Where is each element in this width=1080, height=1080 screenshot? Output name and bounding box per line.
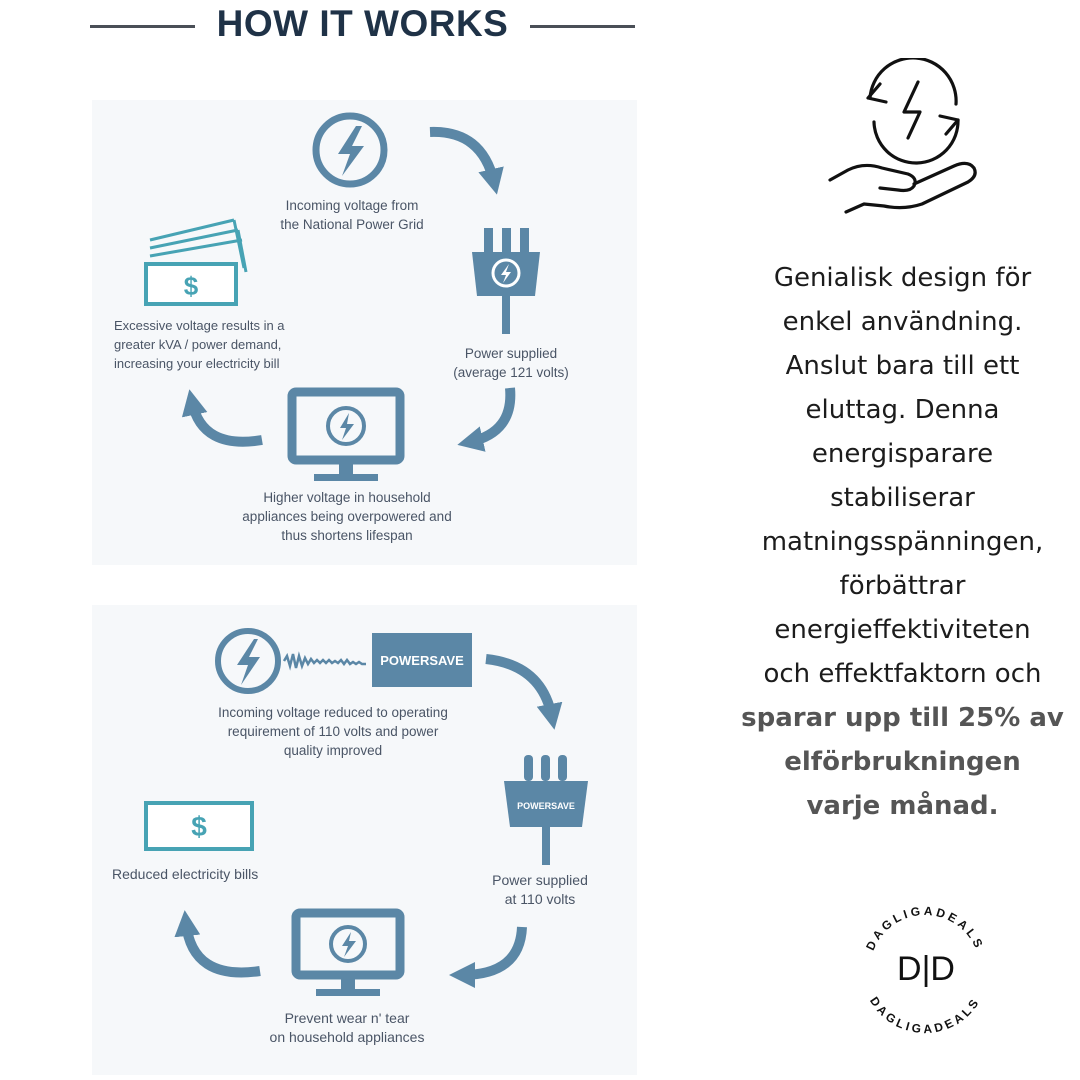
svg-text:DAGLIGADEALS: DAGLIGADEALS <box>867 994 983 1037</box>
dagligadeals-logo <box>848 890 1003 1045</box>
power-supplied-label: Power supplied at 110 volts <box>492 872 588 907</box>
cycle-arrow-icon <box>430 132 494 182</box>
cycle-arrow-icon <box>486 659 552 717</box>
hand-energy-cycle-icon <box>822 58 987 218</box>
money-bill-icon <box>146 803 252 849</box>
diagram-panel-powersave <box>92 605 637 1075</box>
cycle-arrow-icon <box>470 388 510 442</box>
diagram-panel-current <box>92 100 637 565</box>
appliances-label: Prevent wear n' tear on household appliances <box>269 1010 425 1045</box>
plug-icon <box>504 755 588 865</box>
cycle-arrow-icon <box>186 923 260 972</box>
product-description: Genialisk design för enkel användning. Anslut bara till ett eluttag. Denna energisparare stabiliserar matningsspänningen, förbättrar energieffektiviteten och effektfaktorn och sparar upp till 25% av elförbrukningen varje månad. <box>735 256 1070 828</box>
svg-text:POWERSAVE: POWERSAVE <box>517 801 575 811</box>
powersave-box <box>372 633 472 687</box>
savings-highlight: sparar upp till 25% av <box>741 703 1064 733</box>
svg-text:POWERSAVE: POWERSAVE <box>380 653 464 668</box>
savings-highlight: varje månad. <box>806 791 999 821</box>
incoming-voltage-label: Incoming voltage from the National Power Grid <box>280 198 424 232</box>
savings-highlight: elförbrukningen <box>784 747 1021 777</box>
header <box>90 0 635 52</box>
voltage-wave-icon <box>284 654 366 668</box>
appliances-label: Higher voltage in household appliances being overpowered and thus shortens lifespan <box>242 490 452 543</box>
money-bill-icon <box>146 220 246 304</box>
lightning-bolt-icon <box>218 631 278 691</box>
cycle-arrow-icon <box>462 927 522 975</box>
electricity-bill-label: Reduced electricity bills <box>112 866 259 882</box>
incoming-voltage-reduced-label: Incoming voltage reduced to operating requirement of 110 volts and power quality improved <box>218 705 448 758</box>
header-rule-right <box>530 25 635 28</box>
lightning-bolt-icon <box>316 116 384 184</box>
svg-text:$: $ <box>191 811 207 842</box>
monitor-icon <box>292 392 400 481</box>
svg-text:DAGLIGADEALS: DAGLIGADEALS <box>863 903 987 953</box>
svg-text:$: $ <box>183 271 199 301</box>
cycle-arrow-icon <box>192 402 262 442</box>
monitor-icon <box>296 913 400 996</box>
plug-icon <box>472 228 540 334</box>
svg-text:D|D: D|D <box>897 950 955 988</box>
power-supplied-label: Power supplied (average 121 volts) <box>453 346 569 380</box>
electricity-bill-label: Excessive voltage results in a greater kVA / power demand, increasing your electricity bill <box>114 318 285 371</box>
page-title: HOW IT WORKS <box>216 3 509 44</box>
